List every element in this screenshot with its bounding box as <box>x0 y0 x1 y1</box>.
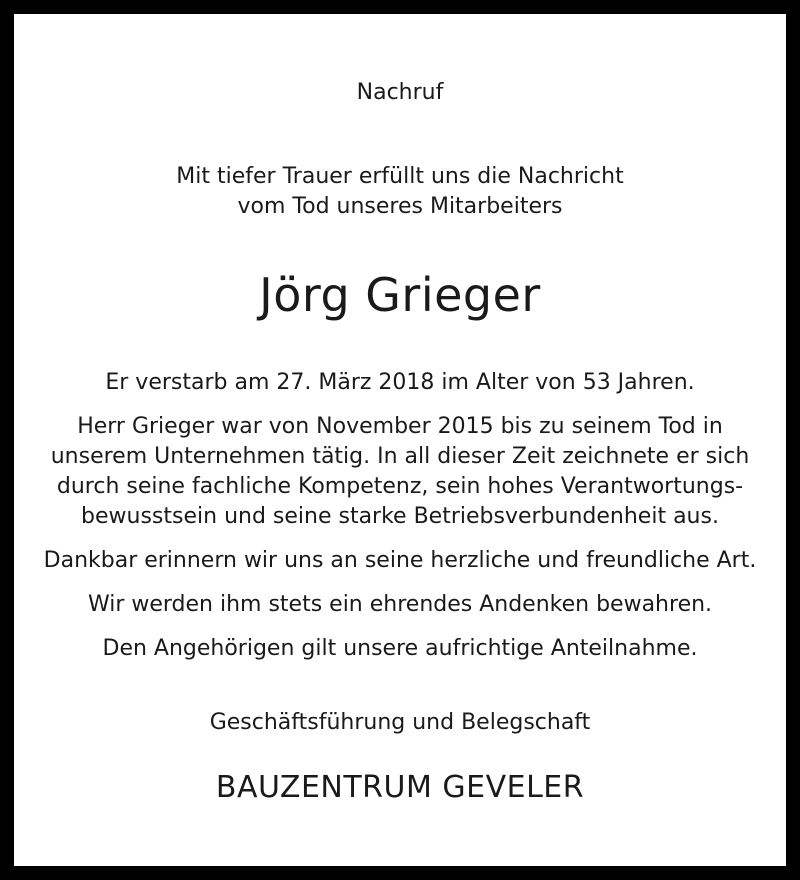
body-line: unserem Unternehmen tätig. In all dieser Zeit zeichnete er sich <box>50 444 750 469</box>
obituary-notice <box>14 14 786 866</box>
body-line: durch seine fachliche Kompetenz, sein hohes Verantwortungs- <box>56 474 744 499</box>
deceased-name: Jörg Grieger <box>259 268 541 322</box>
company-name: BAUZENTRUM GEVELER <box>215 770 585 805</box>
notice-heading: Nachruf <box>356 80 444 105</box>
body-line: Herr Grieger war von November 2015 bis zu seinem Tod in <box>77 414 723 439</box>
intro-line: vom Tod unseres Mitarbeiters <box>237 194 563 219</box>
body-line: Er verstarb am 27. März 2018 im Alter von 53 Jahren. <box>105 370 695 395</box>
body-line: bewusstsein und seine starke Betriebsverbundenheit aus. <box>81 504 719 529</box>
body-line: Den Angehörigen gilt unsere aufrichtige Anteilnahme. <box>102 636 698 661</box>
signoff: Geschäftsführung und Belegschaft <box>209 710 591 735</box>
body-line: Wir werden ihm stets ein ehrendes Andenken bewahren. <box>87 592 713 617</box>
body-line: Dankbar erinnern wir uns an seine herzliche und freundliche Art. <box>43 548 757 573</box>
intro-line: Mit tiefer Trauer erfüllt uns die Nachricht <box>176 164 624 189</box>
